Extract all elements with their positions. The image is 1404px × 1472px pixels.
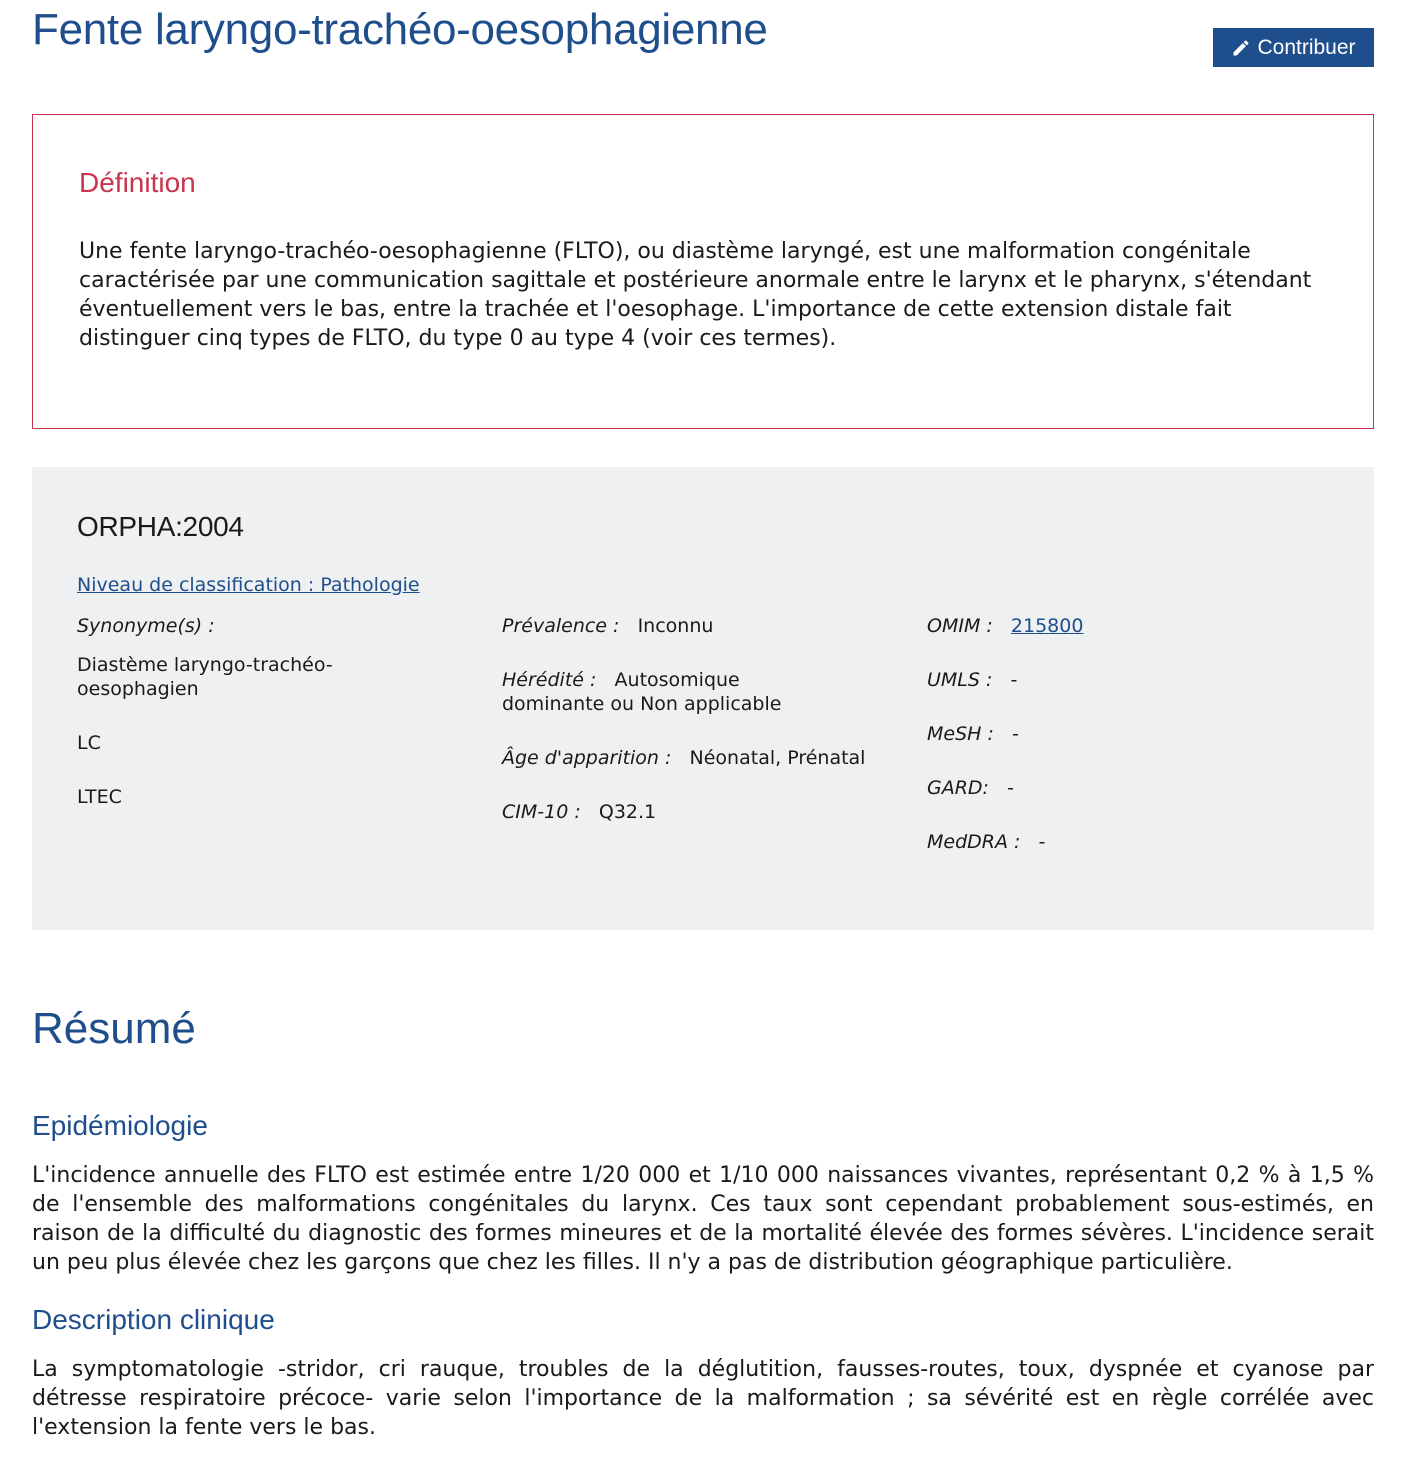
definition-title: Définition <box>79 167 196 198</box>
synonym-text: LTEC <box>77 786 122 808</box>
onset-label: Âge d'apparition : <box>502 747 672 769</box>
summary-title: Résumé <box>32 1004 196 1053</box>
definition-text: Une fente laryngo-trachéo-oesophagienne (FLTO), ou diastème laryngé, est une malformation congénitale caractérisée par une communication sagittale et postérieure anormale entre le larynx et le pharynx, s'étendant éventuellement vers le bas, entre la trachée et l'oesophage. L'importance de cette extension distale fait distinguer cinq types de FLTO, du type 0 au type 4 (voir ces termes). <box>79 239 1312 351</box>
heredity-row <box>502 668 802 716</box>
omim-label: OMIM : <box>927 615 993 637</box>
prevalence-value: Inconnu <box>637 615 714 637</box>
clinical-description-title: Description clinique <box>32 1304 275 1335</box>
epidemiology-title: Epidémiologie <box>32 1110 208 1141</box>
omim-row <box>927 614 1083 638</box>
omim-link[interactable]: 215800 <box>1010 615 1084 637</box>
umls-row <box>927 668 1017 692</box>
meddra-row <box>927 830 1045 854</box>
umls-label: UMLS : <box>927 669 993 691</box>
contribute-button[interactable] <box>1213 28 1374 67</box>
heredity-label: Hérédité : <box>502 669 597 691</box>
meddra-label: MedDRA : <box>927 831 1021 853</box>
icd10-label: CIM-10 : <box>502 801 581 823</box>
mesh-label: MeSH : <box>927 723 994 745</box>
synonym-text: LC <box>77 732 101 754</box>
contribute-label: Contribuer <box>1257 35 1356 59</box>
synonym-item <box>77 785 122 809</box>
prevalence-label: Prévalence : <box>502 615 620 637</box>
orpha-code: ORPHA:2004 <box>77 511 244 542</box>
icd10-value: Q32.1 <box>598 801 657 823</box>
epidemiology-text: L'incidence annuelle des FLTO est estimée entre 1/20 000 et 1/10 000 naissances vivantes, représentant 0,2 % à 1,5 % de l'ensemble des malformations congénitales du larynx. Ces taux sont cependant probablement sous-estimés, en raison de la difficulté du diagnostic des formes mineures et de la mortalité élevée des formes sévères. L'incidence serait un peu plus élevée chez les garçons que chez les filles. Il n'y a pas de distribution géographique particulière. <box>32 1163 1374 1275</box>
heredity-value: Autosomique dominante ou Non applicable <box>502 669 782 715</box>
synonyms-label-row <box>77 614 215 638</box>
prevalence-row <box>502 614 713 638</box>
synonym-item <box>77 653 347 701</box>
onset-row <box>502 746 865 770</box>
synonym-text: Diastème laryngo-trachéo-oesophagien <box>77 654 333 700</box>
synonym-item <box>77 731 101 755</box>
clinical-description-text: La symptomatologie -stridor, cri rauque, troubles de la déglutition, fausses-routes, toux, dyspnée et cyanose par détresse respiratoire précoce- varie selon l'importance de la malformation ; sa sévérité est en règle corrélée avec l'extension la fente vers le bas. <box>32 1357 1374 1440</box>
gard-label: GARD: <box>927 777 989 799</box>
gard-row <box>927 776 1014 800</box>
info-panel <box>32 467 1374 930</box>
umls-value: - <box>1010 669 1018 691</box>
definition-box <box>32 114 1374 429</box>
gard-value: - <box>1007 777 1014 799</box>
mesh-value: - <box>1012 723 1019 745</box>
onset-value: Néonatal, Prénatal <box>689 747 866 769</box>
page-title: Fente laryngo-trachéo-oesophagienne <box>32 5 768 54</box>
mesh-row <box>927 722 1019 746</box>
classification-link[interactable]: Niveau de classification : Pathologie <box>77 574 420 596</box>
pencil-icon <box>1231 38 1251 58</box>
synonyms-label: Synonyme(s) : <box>77 615 215 637</box>
icd10-row <box>502 800 656 824</box>
meddra-value: - <box>1038 831 1046 853</box>
